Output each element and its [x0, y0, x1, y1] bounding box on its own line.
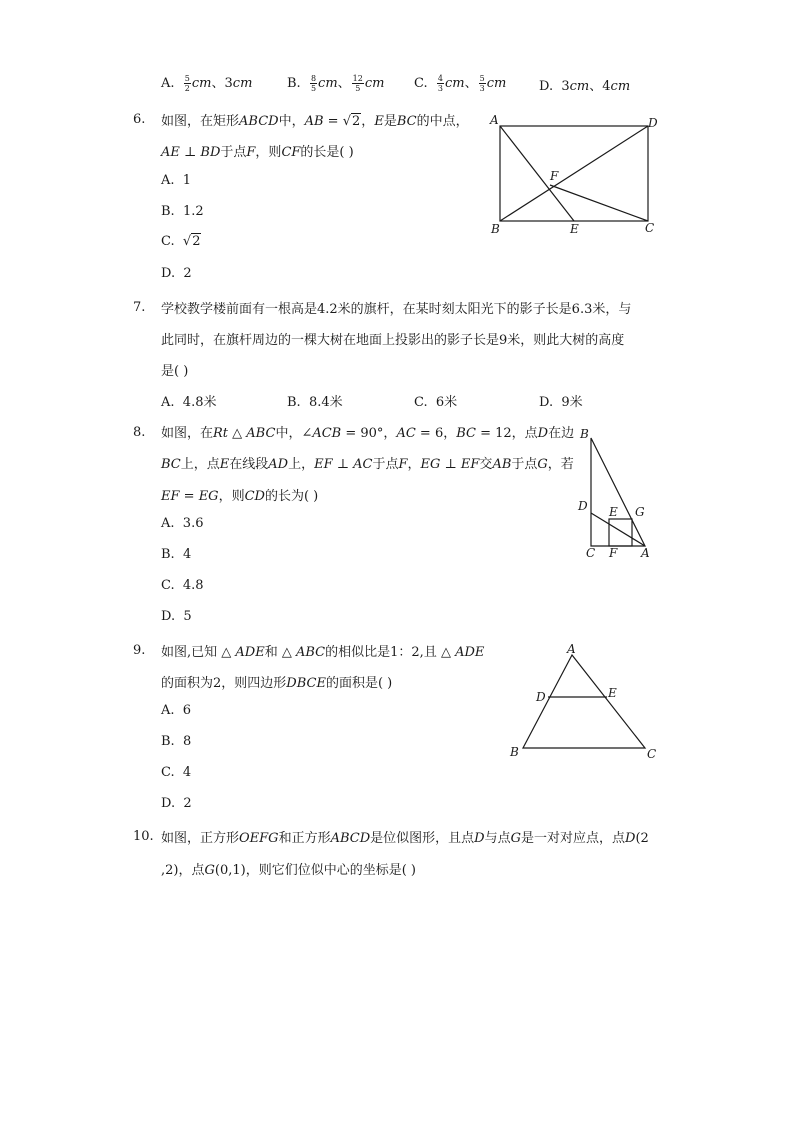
- question-number: 8.: [133, 425, 146, 440]
- q9-option-d: D. 2: [161, 796, 192, 811]
- q8-stem-line3: EF = EG，则CD的长为( ): [161, 489, 319, 504]
- q8-stem-line1: 如图，在Rt △ ABC中，∠ACB = 90°，AC = 6，BC = 12，点D在边: [161, 426, 575, 441]
- q9-option-c: C. 4: [161, 765, 192, 780]
- q6-option-c: C. √2: [161, 234, 201, 249]
- label-c: C: [586, 546, 596, 560]
- label-e: E: [609, 505, 618, 519]
- fraction: $\frac{5}{3}$: [479, 74, 485, 93]
- q6-option-b: B. 1.2: [161, 204, 204, 219]
- q7-option-b: B. 8.4米: [287, 395, 343, 410]
- label-c: C: [645, 221, 655, 235]
- question-number: 7.: [133, 300, 146, 315]
- q6-option-d: D. 2: [161, 266, 192, 281]
- label-d: D: [578, 499, 588, 513]
- label-g: G: [635, 505, 645, 519]
- label-b: B: [510, 745, 519, 759]
- label-e: E: [570, 222, 579, 236]
- q8-option-b: B. 4: [161, 547, 192, 562]
- sqrt: √2: [182, 234, 201, 249]
- label-d: D: [536, 690, 546, 704]
- q9-stem-line1: 如图,已知 △ ADE和 △ ABC的相似比是1：2,且 △ ADE: [161, 645, 485, 660]
- label-e: E: [608, 686, 617, 700]
- q7-stem-line1: 学校教学楼前面有一根高是4.2米的旗杆，在某时刻太阳光下的影子长是6.3米，与: [161, 302, 632, 317]
- label-a: A: [567, 642, 576, 656]
- label-d: D: [648, 116, 658, 130]
- q5-option-c: C. $\frac{4}{3}$ cm、 $\frac{5}{3}$ cm: [414, 74, 507, 93]
- q6-option-a: A. 1: [161, 173, 192, 188]
- q8-option-c: C. 4.8: [161, 578, 204, 593]
- q10-stem-line2: ,2)，点G(0,1)，则它们位似中心的坐标是( ): [161, 863, 416, 878]
- q7-option-c: C. 6米: [414, 395, 458, 410]
- q7-option-a: A. 4.8米: [161, 395, 217, 410]
- q6-stem-line1: 如图，在矩形ABCD中，AB = √2，E是BC的中点，: [161, 114, 469, 129]
- label-b: B: [491, 222, 500, 236]
- fraction: $\frac{8}{5}$: [310, 74, 317, 93]
- q9-stem-line2: 的面积为2，则四边形DBCE的面积是( ): [161, 676, 393, 691]
- label-c: C: [647, 747, 657, 761]
- q5-option-d: D. 3cm、4cm: [539, 79, 631, 94]
- q9-option-a: A. 6: [161, 703, 192, 718]
- q5-option-a: A. $\frac{5}{2}$ cm、3cm: [161, 74, 253, 93]
- question-number: 9.: [133, 643, 146, 658]
- fraction: $\frac{5}{2}$: [184, 74, 190, 93]
- q8-option-a: A. 3.6: [161, 516, 204, 531]
- sqrt: √2: [342, 114, 361, 129]
- q7-stem-line2: 此同时，在旗杆周边的一棵大树在地面上投影出的影子长是9米，则此大树的高度: [161, 333, 625, 348]
- fraction: $\frac{4}{3}$: [437, 74, 443, 93]
- question-number: 10.: [133, 829, 154, 844]
- label-a: A: [641, 546, 650, 560]
- q6-stem-line2: AE ⊥ BD于点F，则CF的长是( ): [161, 145, 354, 160]
- label-b: B: [580, 427, 589, 441]
- question-number: 6.: [133, 112, 146, 127]
- q9-option-b: B. 8: [161, 734, 192, 749]
- q5-option-b: B. $\frac{8}{5}$ cm、 $\frac{12}{5}$ cm: [287, 74, 385, 93]
- label-a: A: [490, 113, 499, 127]
- label-f: F: [609, 546, 618, 560]
- q8-stem-line2: BC上，点E在线段AD上，EF ⊥ AC于点F，EG ⊥ EF交AB于点G，若: [161, 457, 574, 472]
- label-f: F: [550, 169, 559, 183]
- q7-stem-line3: 是( ): [161, 364, 189, 379]
- q8-option-d: D. 5: [161, 609, 192, 624]
- q10-stem-line1: 如图，正方形OEFG和正方形ABCD是位似图形，且点D与点G是一对对应点，点D(2: [161, 831, 649, 846]
- q7-option-d: D. 9米: [539, 395, 583, 410]
- fraction: $\frac{12}{5}$: [352, 74, 363, 93]
